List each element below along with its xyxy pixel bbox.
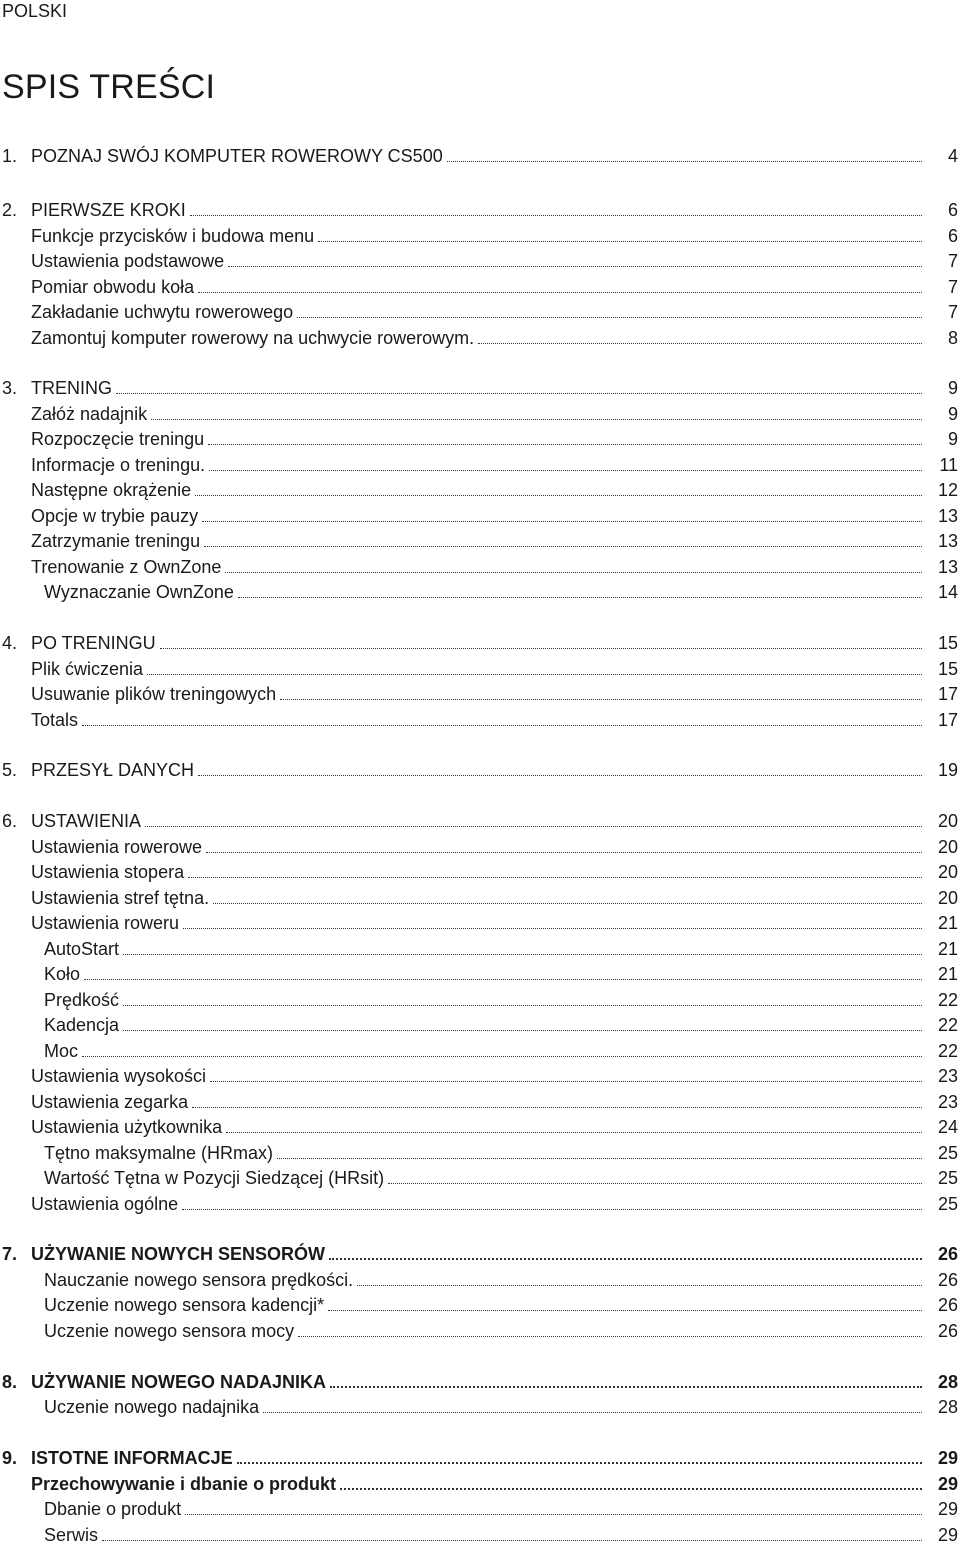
dot-leader <box>297 303 922 318</box>
toc-entry[interactable] <box>0 1240 960 1264</box>
toc-entry-label: Trenowanie z OwnZone <box>31 557 222 577</box>
toc-entry-label: Kadencja <box>44 1015 120 1035</box>
toc-entry-number: 5. <box>2 760 18 780</box>
toc-entry-page: 6 <box>947 200 958 220</box>
toc-entry-page: 12 <box>937 480 958 500</box>
toc-entry[interactable] <box>0 1139 960 1163</box>
toc-entry-label: Ustawienia roweru <box>31 913 180 933</box>
dot-leader <box>204 532 922 547</box>
dot-leader <box>198 761 922 776</box>
toc-entry-number: 1. <box>2 146 18 166</box>
toc-entry-page: 17 <box>937 710 958 730</box>
dot-leader <box>182 1195 922 1210</box>
toc-entry[interactable] <box>0 451 960 475</box>
toc-entry-page: 13 <box>937 506 958 526</box>
dot-leader <box>330 1372 922 1388</box>
toc-entry-label: Przechowywanie i dbanie o produkt <box>31 1474 337 1494</box>
toc-entry-page: 22 <box>937 990 958 1010</box>
dot-leader <box>447 147 922 162</box>
toc-entry-label: Ustawienia zegarka <box>31 1092 189 1112</box>
dot-leader <box>357 1271 922 1286</box>
toc-entry-label: Plik ćwiczenia <box>31 659 144 679</box>
dot-leader <box>277 1144 922 1159</box>
toc-entry-label: Moc <box>44 1041 79 1061</box>
toc-entry-label: Rozpoczęcie treningu <box>31 429 205 449</box>
toc-entry-number: 7. <box>2 1244 18 1264</box>
toc-entry[interactable] <box>0 502 960 526</box>
toc-entry-label: Prędkość <box>44 990 120 1010</box>
toc-entry-number: 6. <box>2 811 18 831</box>
dot-leader <box>192 1093 922 1108</box>
toc-entry[interactable] <box>0 807 960 831</box>
toc-entry-page: 20 <box>937 862 958 882</box>
toc-entry-label: UŻYWANIE NOWEGO NADAJNIKA <box>31 1372 327 1392</box>
toc-entry[interactable] <box>0 1470 960 1494</box>
toc-entry-page: 22 <box>937 1041 958 1061</box>
dot-leader <box>188 863 922 878</box>
toc-entry[interactable] <box>0 1291 960 1315</box>
toc-entry-page: 20 <box>937 837 958 857</box>
dot-leader <box>198 278 922 293</box>
toc-entry-page: 29 <box>937 1499 958 1519</box>
toc-entry-label: Usuwanie plików treningowych <box>31 684 277 704</box>
toc-entry[interactable] <box>0 1062 960 1086</box>
toc-entry-label: Ustawienia stref tętna. <box>31 888 210 908</box>
toc-entry-page: 23 <box>937 1066 958 1086</box>
toc-entry-page: 9 <box>947 404 958 424</box>
toc-entry-label: Załóż nadajnik <box>31 404 148 424</box>
toc-entry[interactable] <box>0 527 960 551</box>
toc-entry-page: 25 <box>937 1168 958 1188</box>
dot-leader <box>185 1500 922 1515</box>
toc-entry[interactable] <box>0 1317 960 1341</box>
toc-entry-label: Serwis <box>44 1525 99 1545</box>
toc-entry-page: 13 <box>937 531 958 551</box>
toc-entry-page: 20 <box>937 888 958 908</box>
toc-entry[interactable] <box>0 222 960 246</box>
toc-entry-label: Wartość Tętna w Pozycji Siedzącej (HRsit) <box>44 1168 385 1188</box>
toc-entry[interactable] <box>0 1521 960 1545</box>
toc-entry-page: 26 <box>937 1321 958 1341</box>
dot-leader <box>340 1474 922 1490</box>
toc-entry[interactable] <box>0 1164 960 1188</box>
toc-entry-label: TRENING <box>31 378 112 398</box>
toc-entry-label: UŻYWANIE NOWYCH SENSORÓW <box>31 1244 326 1264</box>
toc-entry-page: 8 <box>947 328 958 348</box>
toc-entry[interactable] <box>0 858 960 882</box>
dot-leader <box>116 379 922 394</box>
toc-entry[interactable] <box>0 553 960 577</box>
toc-entry-label: Zatrzymanie treningu <box>31 531 201 551</box>
dot-leader <box>238 583 922 598</box>
toc-entry[interactable] <box>0 1011 960 1035</box>
toc-entry-page: 7 <box>947 277 958 297</box>
dot-leader <box>237 1448 922 1464</box>
toc-entry-label: Ustawienia użytkownika <box>31 1117 223 1137</box>
dot-leader <box>318 227 922 242</box>
dot-leader <box>206 838 922 853</box>
toc-entry-number: 2. <box>2 200 18 220</box>
dot-leader <box>388 1169 922 1184</box>
toc-entry-page: 24 <box>937 1117 958 1137</box>
toc-entry-label: Dbanie o produkt <box>44 1499 182 1519</box>
dot-leader <box>210 1067 922 1082</box>
toc-entry-page: 7 <box>947 251 958 271</box>
toc-entry-page: 21 <box>937 939 958 959</box>
toc-entry-page: 9 <box>947 429 958 449</box>
toc-entry[interactable] <box>0 680 960 704</box>
toc-entry-number: 3. <box>2 378 18 398</box>
toc-entry-label: PRZESYŁ DANYCH <box>31 760 195 780</box>
toc-entry-label: Informacje o treningu. <box>31 455 206 475</box>
toc-entry-page: 23 <box>937 1092 958 1112</box>
toc-entry[interactable] <box>0 1444 960 1468</box>
toc-entry[interactable] <box>0 142 960 166</box>
toc-entry-page: 29 <box>937 1448 958 1468</box>
toc-entry[interactable] <box>0 578 960 602</box>
toc-entry-page: 26 <box>937 1244 958 1264</box>
dot-leader <box>147 660 922 675</box>
toc-entry-label: Pomiar obwodu koła <box>31 277 195 297</box>
toc-entry[interactable] <box>0 833 960 857</box>
toc-entry-label: ISTOTNE INFORMACJE <box>31 1448 233 1468</box>
dot-leader <box>226 1118 922 1133</box>
toc-entry-label: Tętno maksymalne (HRmax) <box>44 1143 274 1163</box>
toc-entry[interactable] <box>0 935 960 959</box>
toc-entry-page: 22 <box>937 1015 958 1035</box>
toc-entry-page: 9 <box>947 378 958 398</box>
dot-leader <box>151 405 922 420</box>
dot-leader <box>84 965 922 980</box>
dot-leader <box>213 889 922 904</box>
toc-entry[interactable] <box>0 1190 960 1214</box>
toc-entry-label: PO TRENINGU <box>31 633 156 653</box>
dot-leader <box>82 711 922 726</box>
dot-leader <box>478 329 922 344</box>
toc-entry[interactable] <box>0 706 960 730</box>
toc-entry-page: 28 <box>937 1372 958 1392</box>
toc-entry[interactable] <box>0 1368 960 1392</box>
dot-leader <box>329 1244 922 1260</box>
toc-entry-label: Ustawienia rowerowe <box>31 837 203 857</box>
toc-entry-page: 25 <box>937 1143 958 1163</box>
dot-leader <box>263 1398 922 1413</box>
dot-leader <box>280 685 922 700</box>
toc-entry-label: Nauczanie nowego sensora prędkości. <box>44 1270 354 1290</box>
toc-entry[interactable] <box>0 1266 960 1290</box>
toc-entry-page: 28 <box>937 1397 958 1417</box>
dot-leader <box>190 201 922 216</box>
toc-entry-label: Ustawienia podstawowe <box>31 251 225 271</box>
toc-entry-number: 9. <box>2 1448 18 1468</box>
toc-entry[interactable] <box>0 273 960 297</box>
dot-leader <box>123 991 922 1006</box>
toc-entry-label: Koło <box>44 964 81 984</box>
dot-leader <box>195 481 922 496</box>
toc-entry-label: Funkcje przycisków i budowa menu <box>31 226 315 246</box>
toc-entry[interactable] <box>0 655 960 679</box>
toc-entry[interactable] <box>0 374 960 398</box>
toc-entry[interactable] <box>0 756 960 780</box>
dot-leader <box>328 1296 922 1311</box>
toc-entry-page: 11 <box>939 455 958 475</box>
toc-entry-label: Uczenie nowego sensora kadencji* <box>44 1295 325 1315</box>
toc-entry-page: 21 <box>937 964 958 984</box>
toc-entry[interactable] <box>0 1088 960 1112</box>
toc-entry-label: Uczenie nowego nadajnika <box>44 1397 260 1417</box>
dot-leader <box>209 456 922 471</box>
toc-entry[interactable] <box>0 1393 960 1417</box>
dot-leader <box>228 252 922 267</box>
toc-entry[interactable] <box>0 986 960 1010</box>
toc-entry-label: Opcje w trybie pauzy <box>31 506 199 526</box>
dot-leader <box>82 1042 922 1057</box>
toc-entry-label: AutoStart <box>44 939 120 959</box>
toc-entry-label: Ustawienia wysokości <box>31 1066 207 1086</box>
toc-entry[interactable] <box>0 1113 960 1137</box>
toc-entry-page: 26 <box>937 1295 958 1315</box>
toc-entry[interactable] <box>0 960 960 984</box>
toc-entry-label: PIERWSZE KROKI <box>31 200 186 220</box>
toc-entry-page: 29 <box>937 1474 958 1494</box>
toc-entry-label: Ustawienia ogólne <box>31 1194 179 1214</box>
toc-entry-label: Ustawienia stopera <box>31 862 185 882</box>
toc-entry[interactable] <box>0 400 960 424</box>
dot-leader <box>160 634 922 649</box>
page-title: SPIS TREŚCI <box>2 68 216 106</box>
toc-entry[interactable] <box>0 298 960 322</box>
toc-entry-label: Wyznaczanie OwnZone <box>44 582 234 602</box>
toc-entry-page: 29 <box>937 1525 958 1545</box>
dot-leader <box>225 558 922 573</box>
toc-entry-label: Totals <box>31 710 79 730</box>
toc-entry-page: 14 <box>937 582 958 602</box>
toc-entry[interactable] <box>0 1037 960 1061</box>
dot-leader <box>208 430 922 445</box>
dot-leader <box>145 812 922 827</box>
toc-entry[interactable] <box>0 909 960 933</box>
toc-entry-page: 17 <box>937 684 958 704</box>
toc-entry-page: 6 <box>947 226 958 246</box>
dot-leader <box>123 940 922 955</box>
dot-leader <box>202 507 922 522</box>
toc-entry-label: Zakładanie uchwytu rowerowego <box>31 302 294 322</box>
toc-entry-number: 4. <box>2 633 18 653</box>
toc-entry-page: 19 <box>937 760 958 780</box>
dot-leader <box>183 914 922 929</box>
toc-entry-page: 20 <box>937 811 958 831</box>
dot-leader <box>123 1016 922 1031</box>
toc-entry[interactable] <box>0 884 960 908</box>
toc-entry-page: 15 <box>937 633 958 653</box>
toc-entry-label: USTAWIENIA <box>31 811 142 831</box>
toc-entry[interactable] <box>0 425 960 449</box>
toc-entry[interactable] <box>0 1495 960 1519</box>
toc-entry-page: 13 <box>937 557 958 577</box>
dot-leader <box>102 1526 922 1541</box>
toc-entry[interactable] <box>0 196 960 220</box>
toc-entry-page: 15 <box>937 659 958 679</box>
toc-entry-page: 21 <box>937 913 958 933</box>
language-label: POLSKI <box>2 1 68 21</box>
toc-entry[interactable] <box>0 476 960 500</box>
toc-entry-page: 7 <box>947 302 958 322</box>
toc-entry-page: 4 <box>947 146 958 166</box>
toc-entry[interactable] <box>0 247 960 271</box>
toc-entry-label: Zamontuj komputer rowerowy na uchwycie rowerowym. <box>31 328 475 348</box>
toc-entry-number: 8. <box>2 1372 18 1392</box>
toc-entry-page: 26 <box>937 1270 958 1290</box>
toc-entry[interactable] <box>0 629 960 653</box>
toc-entry-page: 25 <box>937 1194 958 1214</box>
toc-entry-label: Następne okrążenie <box>31 480 192 500</box>
dot-leader <box>298 1322 922 1337</box>
toc-entry[interactable] <box>0 324 960 348</box>
toc-entry-label: Uczenie nowego sensora mocy <box>44 1321 295 1341</box>
toc-entry-label: POZNAJ SWÓJ KOMPUTER ROWEROWY CS500 <box>31 146 443 166</box>
